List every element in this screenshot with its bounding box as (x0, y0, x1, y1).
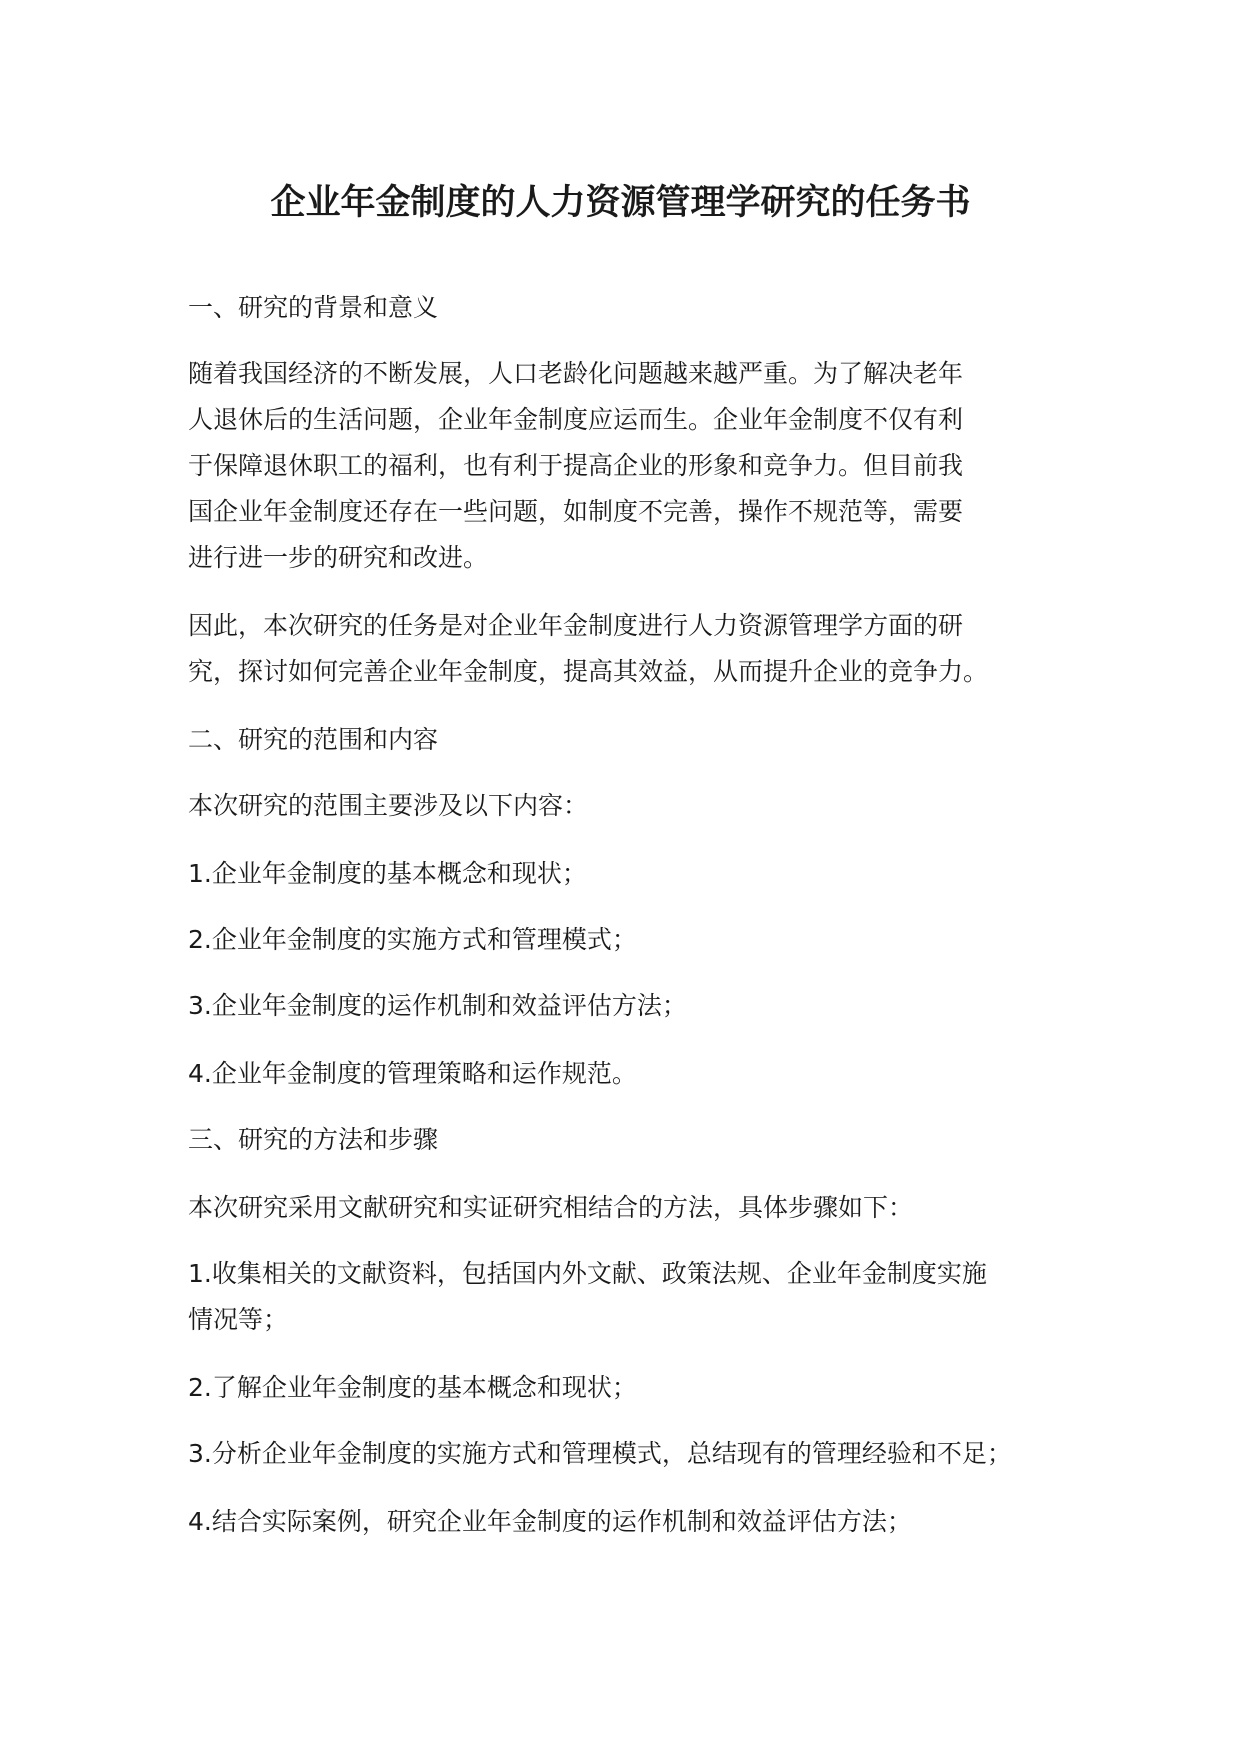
section-1-paragraph-2-line-1: 因此，本次研究的任务是对企业年金制度进行人力资源管理学方面的研 (188, 611, 964, 640)
section-3-item-4: 4.结合实际案例，研究企业年金制度的运作机制和效益评估方法； (188, 1507, 912, 1536)
section-1-paragraph-1-line-3: 于保障退休职工的福利，也有利于提高企业的形象和竞争力。但目前我 (188, 451, 964, 480)
section-2-item-4: 4.企业年金制度的管理策略和运作规范。 (188, 1059, 637, 1088)
section-1-paragraph-1-line-4: 国企业年金制度还存在一些问题，如制度不完善，操作不规范等，需要 (188, 497, 964, 526)
section-3-intro: 本次研究采用文献研究和实证研究相结合的方法，具体步骤如下： (188, 1193, 914, 1222)
section-3-item-2: 2.了解企业年金制度的基本概念和现状； (188, 1373, 637, 1402)
section-3-item-1-line-2: 情况等； (188, 1305, 289, 1334)
section-3-item-3: 3.分析企业年金制度的实施方式和管理模式，总结现有的管理经验和不足； (188, 1439, 1012, 1468)
section-3-item-1-line-1: 1.收集相关的文献资料，包括国内外文献、政策法规、企业年金制度实施 (188, 1259, 987, 1288)
section-2-item-1: 1.企业年金制度的基本概念和现状； (188, 859, 587, 888)
section-2-item-2: 2.企业年金制度的实施方式和管理模式； (188, 925, 637, 954)
section-2-heading: 二、研究的范围和内容 (188, 725, 439, 754)
section-2-item-3: 3.企业年金制度的运作机制和效益评估方法； (188, 991, 687, 1020)
section-2-intro: 本次研究的范围主要涉及以下内容： (188, 791, 589, 820)
section-1-paragraph-1-line-2: 人退休后的生活问题，企业年金制度应运而生。企业年金制度不仅有利 (188, 405, 964, 434)
section-1-paragraph-1-line-5: 进行进一步的研究和改进。 (188, 543, 489, 572)
section-1-paragraph-1-line-1: 随着我国经济的不断发展，人口老龄化问题越来越严重。为了解决老年 (188, 359, 964, 388)
section-3-heading: 三、研究的方法和步骤 (188, 1125, 439, 1154)
document-title: 企业年金制度的人力资源管理学研究的任务书 (270, 183, 971, 223)
section-1-paragraph-2-line-2: 究，探讨如何完善企业年金制度，提高其效益，从而提升企业的竞争力。 (188, 657, 989, 686)
section-1-heading: 一、研究的背景和意义 (188, 293, 439, 322)
